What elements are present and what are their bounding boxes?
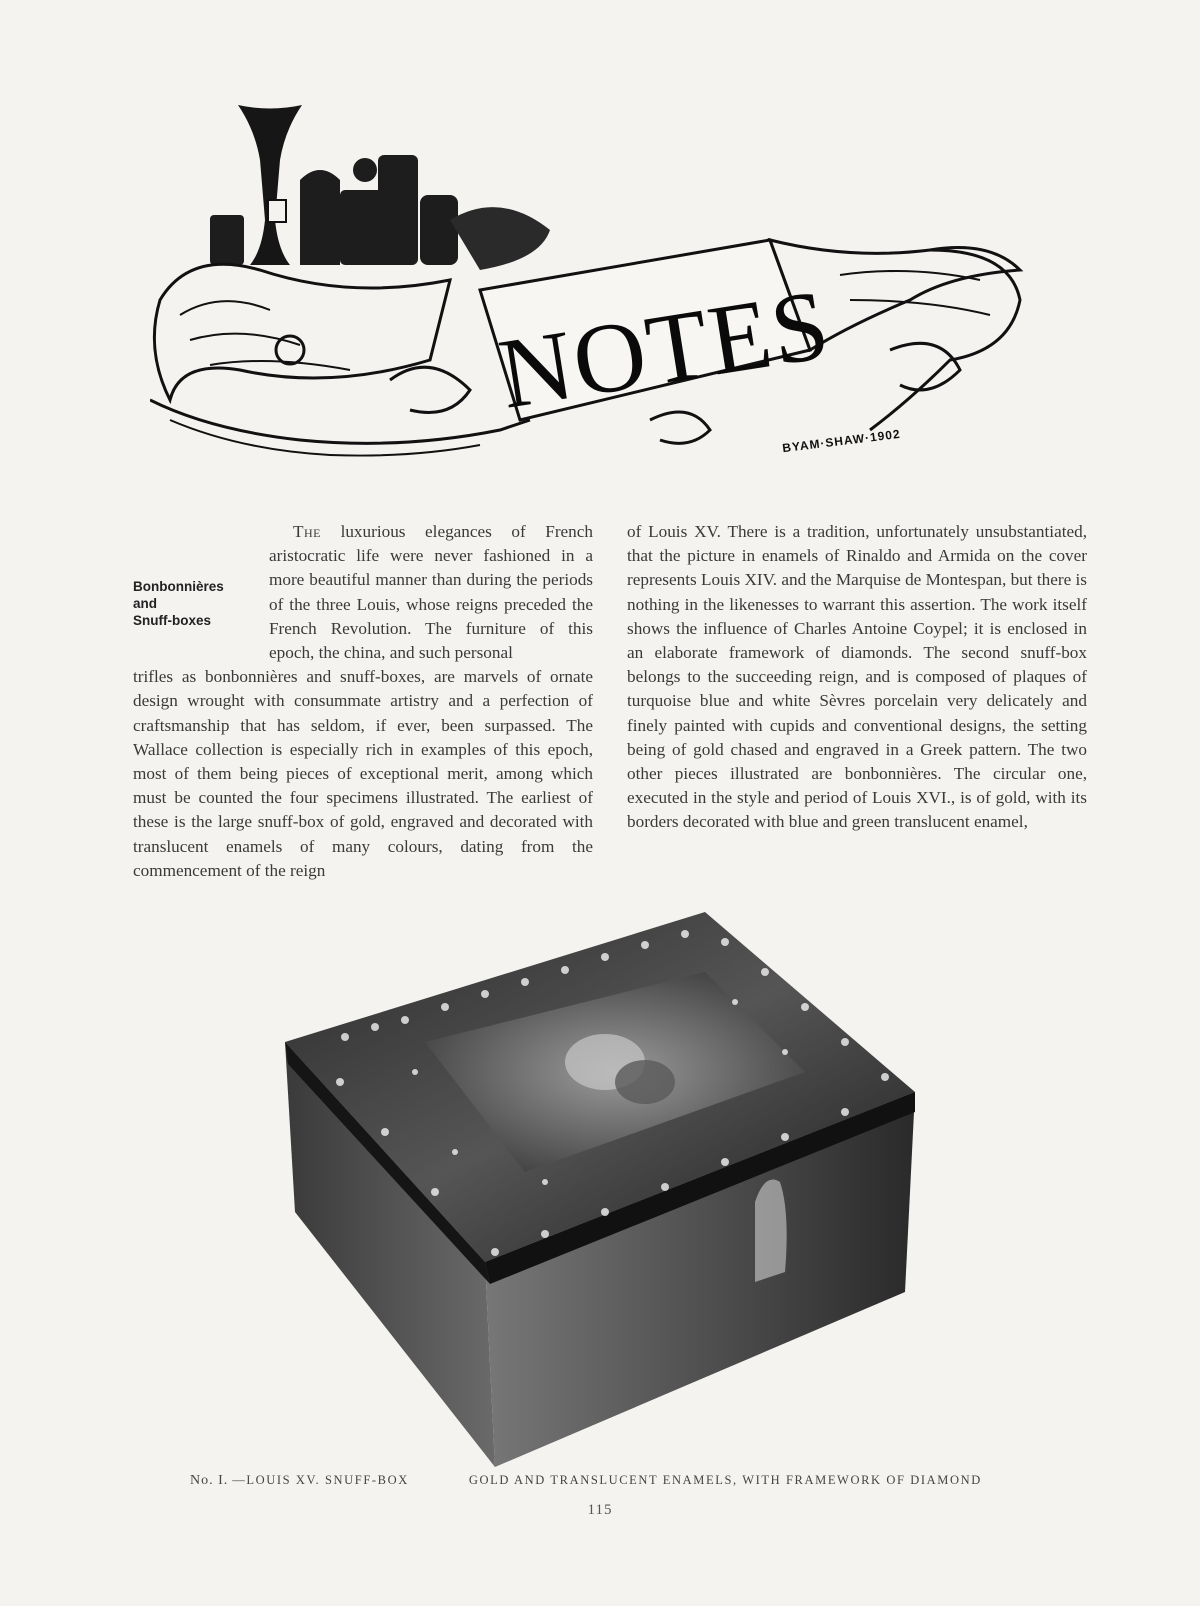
left-intro: luxurious elegances of French aristocratic life were never fashioned in a more beautiful manner than during the periods of the three Louis, whose reigns preceded the French Revolution. The furniture of this epoch, the china, and such personal <box>269 522 593 663</box>
right-body: of Louis XV. There is a tradition, unfortunately unsubstantiated, that the picture in enamels of Rinaldo and Armida on the cover represents Louis XIV. and the Marquise de Montespan, but there is nothing in the likenesses to warrant this assertion. The work itself shows the influence of Charles Antoine Coypel; it is enclosed in an elaborate framework of diamonds. The second snuff-box belongs to the succeeding reign, and is composed of plaques of turquoise blue and white Sèvres porcelain very delicately and finely painted with cupids and conventional designs, the setting being of gold chased and engraved in a Greek pattern. The two other pieces illustrated are bonbonnières. The circular one, executed in the style and period of Louis XVI., is of gold, with its borders decorated with blue and green translucent enamel, <box>627 522 1087 832</box>
page-number: 115 <box>587 1502 613 1518</box>
side-heading-line3: Snuff-boxes <box>133 613 212 628</box>
figure-caption <box>190 1473 1050 1489</box>
right-column <box>627 520 1087 835</box>
caption-number: No. I. <box>190 1473 229 1488</box>
side-heading <box>133 578 263 629</box>
side-heading-line2: and <box>133 596 158 611</box>
caption-part-a: —LOUIS XV. SNUFF-BOX <box>232 1473 409 1487</box>
lead-caps: The <box>293 522 321 541</box>
left-column <box>133 520 593 883</box>
side-heading-line1: Bonbonnières <box>133 579 224 594</box>
notes-header-illustration <box>150 100 1070 480</box>
vase-icon <box>238 105 302 265</box>
caption-part-b: GOLD AND TRANSLUCENT ENAMELS, WITH FRAMEWORK OF DIAMOND <box>468 1473 982 1487</box>
snuff-box-photograph <box>285 912 945 1472</box>
notes-title: NOTES <box>492 268 838 430</box>
artist-signature: BYAM·SHAW·1902 <box>781 426 902 456</box>
left-body: trifles as bonbonnières and snuff-boxes, are marvels of ornate design wrought with consummate artistry and a perfection of craftsmanship that has seldom, if ever, been surpassed. The Wallace collection is especially rich in examples of this epoch, most of them being pieces of exceptional merit, among which must be counted the four specimens illustrated. The earliest of these is the large snuff-box of gold, engraved and decorated with translucent enamels of many colours, dating from the commencement of the reign <box>133 667 593 880</box>
